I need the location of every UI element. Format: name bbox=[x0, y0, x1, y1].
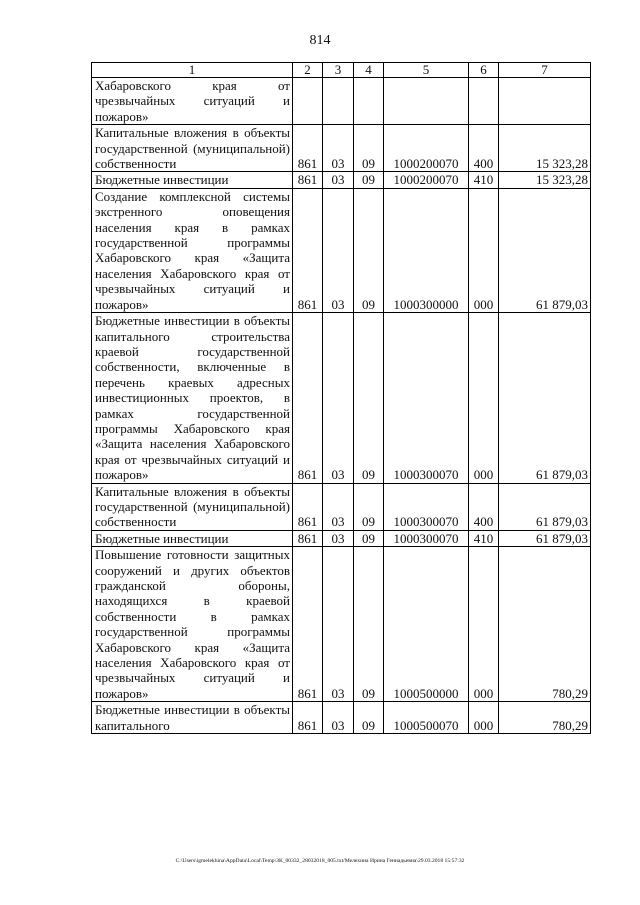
column-header: 2 bbox=[293, 63, 323, 78]
row-value-cell: 410 bbox=[469, 530, 499, 546]
row-value-cell: 000 bbox=[469, 313, 499, 483]
row-value-cell: 03 bbox=[323, 702, 354, 734]
row-value-cell: 03 bbox=[323, 483, 354, 530]
row-value-cell: 1000500070 bbox=[384, 702, 469, 734]
page-number: 814 bbox=[309, 33, 331, 48]
column-header: 4 bbox=[354, 63, 384, 78]
row-value-cell: 61 879,03 bbox=[499, 530, 591, 546]
row-value-cell: 861 bbox=[293, 547, 323, 702]
row-value-cell: 03 bbox=[323, 172, 354, 188]
column-header: 1 bbox=[92, 63, 293, 78]
row-name-cell: Капитальные вложения в объекты государственной (муниципальной) собственности bbox=[92, 125, 293, 172]
row-value-cell: 410 bbox=[469, 172, 499, 188]
table-row bbox=[92, 125, 591, 172]
row-name-cell: Создание комплексной системы экстренного оповещения населения края в рамках государственной программы Хабаровского края «Защита населения Хабаровского края от чрезвычайных ситуаций и пожаров» bbox=[92, 188, 293, 312]
row-value-cell: 861 bbox=[293, 483, 323, 530]
row-value-cell: 09 bbox=[354, 547, 384, 702]
row-value-cell: 1000500000 bbox=[384, 547, 469, 702]
table-row bbox=[92, 313, 591, 483]
row-name-cell: Бюджетные инвестиции в объекты капитального bbox=[92, 702, 293, 734]
row-value-cell: 861 bbox=[293, 313, 323, 483]
row-value-cell: 09 bbox=[354, 530, 384, 546]
budget-table bbox=[91, 62, 591, 734]
row-value-cell: 15 323,28 bbox=[499, 172, 591, 188]
row-name-cell: Повышение готовности защитных сооружений и других объектов гражданской обороны, находящихся в краевой собственности в рамках государственной программы Хабаровского края «Защита населения Хабаровского края от чрезвычайных ситуаций и пожаров» bbox=[92, 547, 293, 702]
row-value-cell: 1000300070 bbox=[384, 313, 469, 483]
row-value-cell bbox=[323, 78, 354, 125]
row-value-cell: 861 bbox=[293, 702, 323, 734]
table-row bbox=[92, 483, 591, 530]
row-value-cell: 15 323,28 bbox=[499, 125, 591, 172]
row-value-cell: 03 bbox=[323, 530, 354, 546]
header-row bbox=[92, 63, 591, 78]
row-value-cell: 861 bbox=[293, 125, 323, 172]
table-row bbox=[92, 172, 591, 188]
row-value-cell: 1000300070 bbox=[384, 483, 469, 530]
row-name-cell: Бюджетные инвестиции bbox=[92, 172, 293, 188]
row-value-cell: 861 bbox=[293, 172, 323, 188]
row-name-cell: Хабаровского края от чрезвычайных ситуаций и пожаров» bbox=[92, 78, 293, 125]
row-value-cell: 1000300000 bbox=[384, 188, 469, 312]
row-value-cell: 861 bbox=[293, 188, 323, 312]
row-value-cell: 400 bbox=[469, 125, 499, 172]
table-row bbox=[92, 188, 591, 312]
row-name-cell: Капитальные вложения в объекты государственной (муниципальной) собственности bbox=[92, 483, 293, 530]
row-name-cell: Бюджетные инвестиции в объекты капитального строительства краевой государственной собственности, включенные в перечень краевых адресных инвестиционных проектов, в рамках государственной программы Хабаровского края «Защита населения Хабаровского края от чрезвычайных ситуаций и пожаров» bbox=[92, 313, 293, 483]
row-value-cell: 09 bbox=[354, 483, 384, 530]
row-value-cell: 09 bbox=[354, 702, 384, 734]
row-value-cell: 03 bbox=[323, 547, 354, 702]
column-header: 5 bbox=[384, 63, 469, 78]
row-value-cell bbox=[293, 78, 323, 125]
table-row bbox=[92, 702, 591, 734]
table-row bbox=[92, 547, 591, 702]
row-value-cell: 09 bbox=[354, 172, 384, 188]
row-name-cell: Бюджетные инвестиции bbox=[92, 530, 293, 546]
row-value-cell: 000 bbox=[469, 188, 499, 312]
row-value-cell: 09 bbox=[354, 313, 384, 483]
row-value-cell: 61 879,03 bbox=[499, 483, 591, 530]
row-value-cell: 400 bbox=[469, 483, 499, 530]
row-value-cell: 780,29 bbox=[499, 702, 591, 734]
file-path-footer: C:\Users\igmelekhina\AppData\Local\Temp\ЗК_00332_28032018_005.txt/Мелехина Ирина Геннадьевна\29.03.2018 15:57:32 bbox=[175, 858, 465, 864]
row-value-cell: 03 bbox=[323, 188, 354, 312]
row-value-cell: 000 bbox=[469, 702, 499, 734]
table-row bbox=[92, 78, 591, 125]
row-value-cell bbox=[384, 78, 469, 125]
row-value-cell: 61 879,03 bbox=[499, 188, 591, 312]
table-row bbox=[92, 530, 591, 546]
table-body bbox=[92, 63, 591, 734]
column-header: 7 bbox=[499, 63, 591, 78]
row-value-cell: 09 bbox=[354, 188, 384, 312]
row-value-cell: 861 bbox=[293, 530, 323, 546]
row-value-cell bbox=[499, 78, 591, 125]
row-value-cell: 1000200070 bbox=[384, 172, 469, 188]
row-value-cell bbox=[354, 78, 384, 125]
row-value-cell: 61 879,03 bbox=[499, 313, 591, 483]
row-value-cell: 000 bbox=[469, 547, 499, 702]
row-value-cell: 03 bbox=[323, 125, 354, 172]
row-value-cell: 780,29 bbox=[499, 547, 591, 702]
row-value-cell bbox=[469, 78, 499, 125]
column-header: 3 bbox=[323, 63, 354, 78]
column-header: 6 bbox=[469, 63, 499, 78]
row-value-cell: 03 bbox=[323, 313, 354, 483]
row-value-cell: 09 bbox=[354, 125, 384, 172]
row-value-cell: 1000300070 bbox=[384, 530, 469, 546]
row-value-cell: 1000200070 bbox=[384, 125, 469, 172]
